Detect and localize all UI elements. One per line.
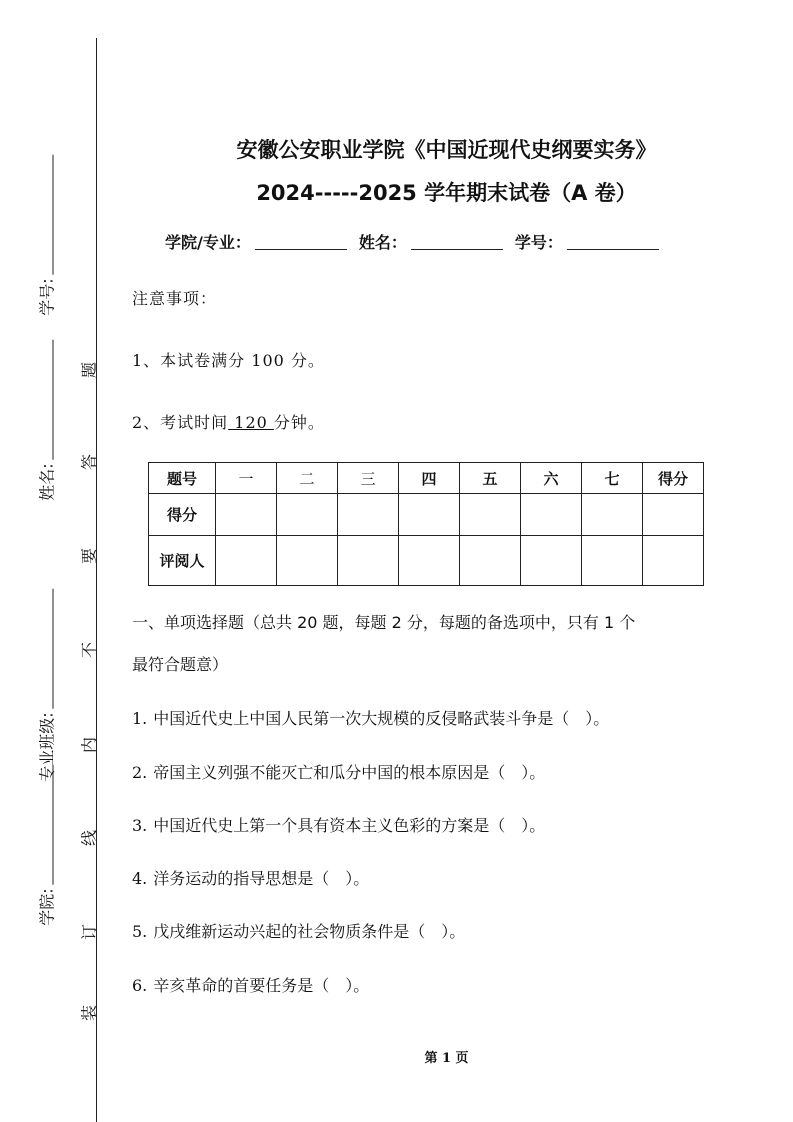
table-row bbox=[149, 536, 704, 586]
score-cell[interactable] bbox=[277, 494, 338, 536]
score-cell[interactable] bbox=[643, 494, 704, 536]
section-heading: 一、单项选择题（总共 20 题，每题 2 分，每题的备选项中，只有 1 个 bbox=[132, 613, 636, 632]
score-cell[interactable] bbox=[521, 494, 582, 536]
class-blank[interactable] bbox=[39, 588, 54, 708]
question-item: 3. 中国近代史上第一个具有资本主义色彩的方案是（ ）。 bbox=[132, 816, 546, 835]
table-cell: 三 bbox=[338, 463, 399, 494]
page-number: 第 1 页 bbox=[424, 1051, 469, 1066]
student-name-blank[interactable] bbox=[411, 249, 503, 250]
table-cell: 得分 bbox=[149, 494, 216, 536]
score-table bbox=[148, 462, 704, 586]
table-row bbox=[149, 494, 704, 536]
table-cell: 七 bbox=[582, 463, 643, 494]
college-major-blank[interactable] bbox=[255, 249, 347, 250]
table-cell: 四 bbox=[399, 463, 460, 494]
note-item-2: 2、考试时间 120 分钟。 bbox=[132, 413, 325, 432]
reviewer-cell[interactable] bbox=[643, 536, 704, 586]
score-cell[interactable] bbox=[399, 494, 460, 536]
reviewer-cell[interactable] bbox=[216, 536, 277, 586]
table-cell: 题号 bbox=[149, 463, 216, 494]
score-cell[interactable] bbox=[216, 494, 277, 536]
reviewer-cell[interactable] bbox=[338, 536, 399, 586]
name-label: 姓名: bbox=[37, 463, 57, 501]
section-heading-cont: 最符合题意） bbox=[132, 655, 229, 674]
table-cell: 六 bbox=[521, 463, 582, 494]
exam-subtitle: 2024-----2025 学年期末试卷（A 卷） bbox=[256, 181, 637, 205]
student-info-row bbox=[165, 230, 671, 253]
student-number-label: 学号： bbox=[514, 233, 563, 252]
note-item-1: 1、本试卷满分 100 分。 bbox=[132, 351, 325, 370]
table-cell: 五 bbox=[460, 463, 521, 494]
table-cell: 得分 bbox=[643, 463, 704, 494]
question-item: 4. 洋务运动的指导思想是（ ）。 bbox=[132, 869, 370, 888]
notes-heading: 注意事项： bbox=[132, 289, 218, 308]
score-cell[interactable] bbox=[460, 494, 521, 536]
question-item: 6. 辛亥革命的首要任务是（ ）。 bbox=[132, 976, 370, 995]
binding-line bbox=[96, 38, 97, 1122]
name-blank[interactable] bbox=[39, 339, 54, 459]
table-cell: 一 bbox=[216, 463, 277, 494]
question-item: 5. 戊戌维新运动兴起的社会物质条件是（ ）。 bbox=[132, 922, 466, 941]
college-major-label: 学院/专业： bbox=[165, 233, 251, 252]
score-cell[interactable] bbox=[338, 494, 399, 536]
college-side-label: 学院: bbox=[37, 888, 57, 926]
exam-title: 安徽公安职业学院《中国近现代史纲要实务》 bbox=[236, 138, 657, 162]
question-item: 1. 中国近代史上中国人民第一次大规模的反侵略武装斗争是（ ）。 bbox=[132, 709, 610, 728]
reviewer-cell[interactable] bbox=[460, 536, 521, 586]
table-cell: 评阅人 bbox=[149, 536, 216, 586]
table-cell: 二 bbox=[277, 463, 338, 494]
student-number-blank[interactable] bbox=[567, 249, 659, 250]
student-id-label: 学号: bbox=[37, 278, 57, 316]
reviewer-cell[interactable] bbox=[521, 536, 582, 586]
exam-duration: 120 bbox=[228, 413, 274, 432]
reviewer-cell[interactable] bbox=[399, 536, 460, 586]
reviewer-cell[interactable] bbox=[277, 536, 338, 586]
student-name-label: 姓名： bbox=[358, 233, 407, 252]
college-side-blank[interactable] bbox=[39, 764, 54, 884]
reviewer-cell[interactable] bbox=[582, 536, 643, 586]
table-header-row bbox=[149, 463, 704, 494]
class-label: 专业班级: bbox=[37, 712, 57, 782]
question-item: 2. 帝国主义列强不能灭亡和瓜分中国的根本原因是（ ）。 bbox=[132, 763, 546, 782]
score-cell[interactable] bbox=[582, 494, 643, 536]
student-id-blank[interactable] bbox=[39, 154, 54, 274]
